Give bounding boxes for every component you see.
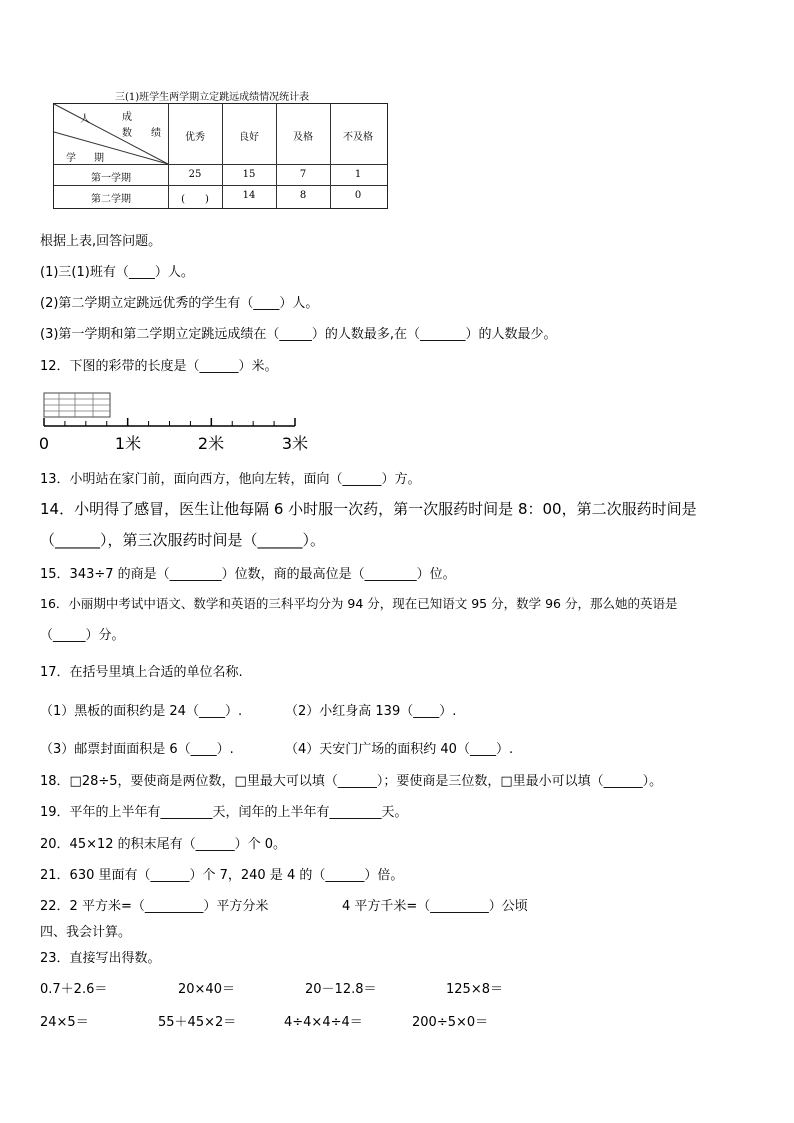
question-17-3: （3）邮票封面面积是 6（____）. [40, 742, 234, 757]
question-21: 21．630 里面有（______）个 7，240 是 4 的（______）倍。 [40, 868, 404, 883]
col-header: 良好 [239, 132, 259, 143]
question-1: (1)三(1)班有（____）人。 [40, 265, 194, 280]
question-17-2: （2）小红身高 139（____）. [285, 704, 457, 719]
question-22-part2: 4 平方千米=（_________）公顷 [342, 899, 528, 914]
question-16-line1: 16．小丽期中考试中语文、数学和英语的三科平均分为 94 分，现在已知语文 95 分，数学 96 分，那么她的英语是 [40, 596, 678, 611]
question-18: 18．□28÷5，要使商是两位数，□里最大可以填（______）；要使商是三位数，□里最小可以填（______）。 [40, 774, 663, 789]
ruler-label: 3米 [281, 434, 309, 453]
table-cell: 1 [354, 169, 362, 180]
calc-item: 125×8＝ [446, 982, 503, 997]
ribbon-ruler [38, 387, 309, 457]
question-17-1: （1）黑板的面积约是 24（____）. [40, 704, 243, 719]
header-shu: 数 [122, 128, 132, 139]
section-4-heading: 四、我会计算。 [40, 925, 132, 940]
table-cell: 25 [188, 169, 202, 180]
question-14-line2: （______），第三次服药时间是（______）。 [40, 531, 326, 549]
calc-item: 24×5＝ [40, 1015, 89, 1030]
calc-item: 4÷4×4÷4＝ [284, 1015, 363, 1030]
calc-item: 200÷5×0＝ [412, 1015, 489, 1030]
question-20: 20．45×12 的积末尾有（______）个 0。 [40, 837, 287, 852]
row-label: 第一学期 [91, 173, 131, 184]
table-cell: 15 [242, 169, 256, 180]
intro-text: 根据上表,回答问题。 [40, 234, 162, 249]
calc-item: 20－12.8＝ [305, 982, 377, 997]
question-14-line1: 14．小明得了感冒，医生让他每隔 6 小时服一次药，第一次服药时间是 8：00，第二次服药时间是 [40, 500, 697, 518]
header-ren: 人 [80, 114, 90, 125]
question-12: 12．下图的彩带的长度是（______）米。 [40, 359, 278, 374]
header-ji: 绩 [151, 128, 161, 139]
question-15: 15．343÷7 的商是（________）位数，商的最高位是（________）位。 [40, 567, 456, 582]
col-header: 及格 [293, 132, 313, 143]
question-19: 19．平年的上半年有________天，闰年的上半年有________天。 [40, 805, 408, 820]
ruler-label: 2米 [197, 434, 225, 453]
question-3: (3)第一学期和第二学期立定跳远成绩在（_____）的人数最多,在（_______）的人数最少。 [40, 327, 557, 342]
col-header: 不及格 [343, 132, 373, 143]
question-22-part1: 22．2 平方米=（_________）平方分米 [40, 899, 269, 914]
score-table [53, 103, 388, 209]
table-cell: 14 [242, 190, 256, 201]
row-label: 第二学期 [91, 194, 131, 205]
table-cell: 8 [299, 190, 307, 201]
header-cheng: 成 [122, 112, 132, 123]
ruler-label: 0 [38, 434, 50, 453]
ribbon [44, 393, 110, 417]
question-16-line2: （_____）分。 [40, 628, 125, 643]
table-cell: ( ) [181, 194, 209, 205]
calc-item: 55＋45×2＝ [158, 1015, 237, 1030]
col-header: 优秀 [185, 132, 205, 143]
question-2: (2)第二学期立定跳远优秀的学生有（____）人。 [40, 296, 319, 311]
calc-item: 0.7＋2.6＝ [40, 982, 108, 997]
question-17: 17．在括号里填上合适的单位名称. [40, 665, 243, 680]
ruler-label: 1米 [114, 434, 142, 453]
question-17-4: （4）天安门广场的面积约 40（____）. [285, 742, 514, 757]
calc-item: 20×40＝ [178, 982, 235, 997]
table-cell: 0 [354, 190, 362, 201]
table-title: 三(1)班学生两学期立定跳远成绩情况统计表 [115, 92, 310, 103]
header-qi: 期 [94, 153, 104, 164]
table-cell: 7 [299, 169, 307, 180]
question-13: 13．小明站在家门前，面向西方，他向左转，面向（______）方。 [40, 472, 421, 487]
question-23: 23．直接写出得数。 [40, 951, 161, 966]
header-xue: 学 [66, 153, 76, 164]
